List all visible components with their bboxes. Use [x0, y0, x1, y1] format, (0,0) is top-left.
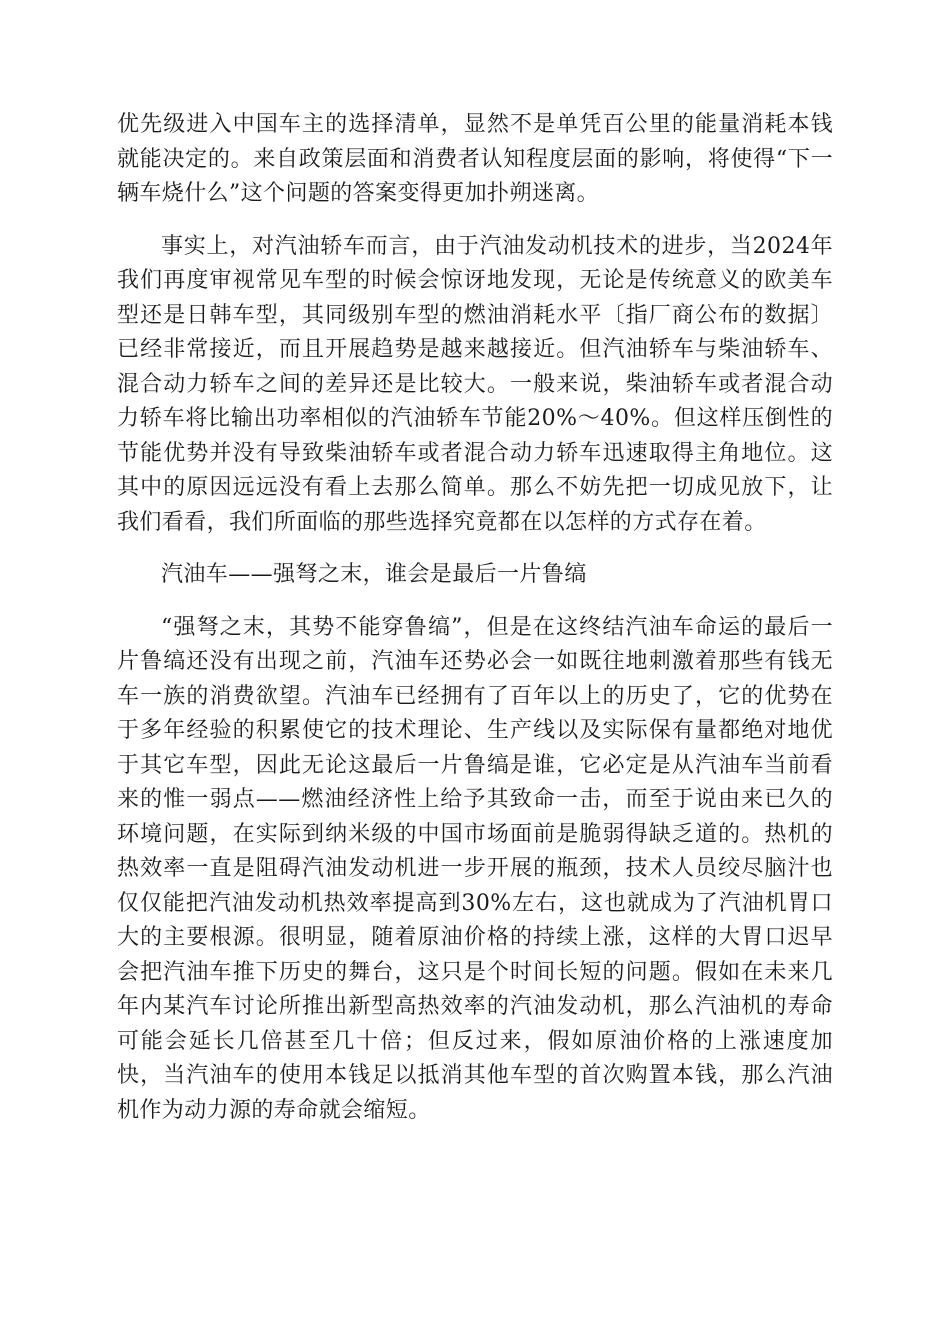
paragraph-continued: 优先级进入中国车主的选择清单，显然不是单凭百公里的能量消耗本钱就能决定的。来自政策层面和消费者认知程度层面的影响，将使得“下一辆车烧什么”这个问题的答案变得更加扑朔迷离。: [117, 112, 833, 206]
paragraph-gasoline-car: “强弩之末，其势不能穿鲁缟”，但是在这终结汽油车命运的最后一片鲁缟还没有出现之前，汽油车还势必会一如既往地刺激着那些有钱无车一族的消费欲望。汽油车已经拥有了百年以上的历史了，它的优势在于多年经验的积累使它的技术理论、生产线以及实际保有量都绝对地优于其它车型，因此无论这最后一片鲁缟是谁，它必定是从汽油车当前看来的惟一弱点——燃油经济性上给予其致命一击，而至于说由来已久的环境问题，在实际到纳米级的中国市场面前是脆弱得缺乏道的。热机的热效率一直是阻碍汽油发动机进一步开展的瓶颈，技术人员绞尽脑汁也仅仅能把汽油发动机热效率提高到30%左右，这也就成为了汽油机胃口大的主要根源。很明显，随着原油价格的持续上涨，这样的大胃口迟早会把汽油车推下历史的舞台，这只是个时间长短的问题。假如在未来几年内某汽车讨论所推出新型高热效率的汽油发动机，那么汽油机的寿命可能会延长几倍甚至几十倍；但反过来，假如原油价格的上涨速度加快，当汽油车的使用本钱足以抵消其他车型的首次购置本钱，那么汽油机作为动力源的寿命就会缩短。: [117, 614, 833, 1123]
document-page: [117, 108, 833, 1128]
section-heading: 汽油车——强弩之末，谁会是最后一片鲁缟: [161, 562, 587, 587]
paragraph-fuel-efficiency: 事实上，对汽油轿车而言，由于汽油发动机技术的进步，当2024年我们再度审视常见车型的时候会惊讶地发现，无论是传统意义的欧美车型还是日韩车型，其同级别车型的燃油消耗水平〔指厂商公布的数据〕已经非常接近，而且开展趋势是越来越接近。但汽油轿车与柴油轿车、混合动力轿车之间的差异还是比较大。一般来说，柴油轿车或者混合动力轿车将比输出功率相似的汽油轿车节能20%～40%。但这样压倒性的节能优势并没有导致柴油轿车或者混合动力轿车迅速取得主角地位。这其中的原因远远没有看上去那么简单。那么不妨先把一切成见放下，让我们看看，我们所面临的那些选择究竟都在以怎样的方式存在着。: [117, 233, 833, 535]
